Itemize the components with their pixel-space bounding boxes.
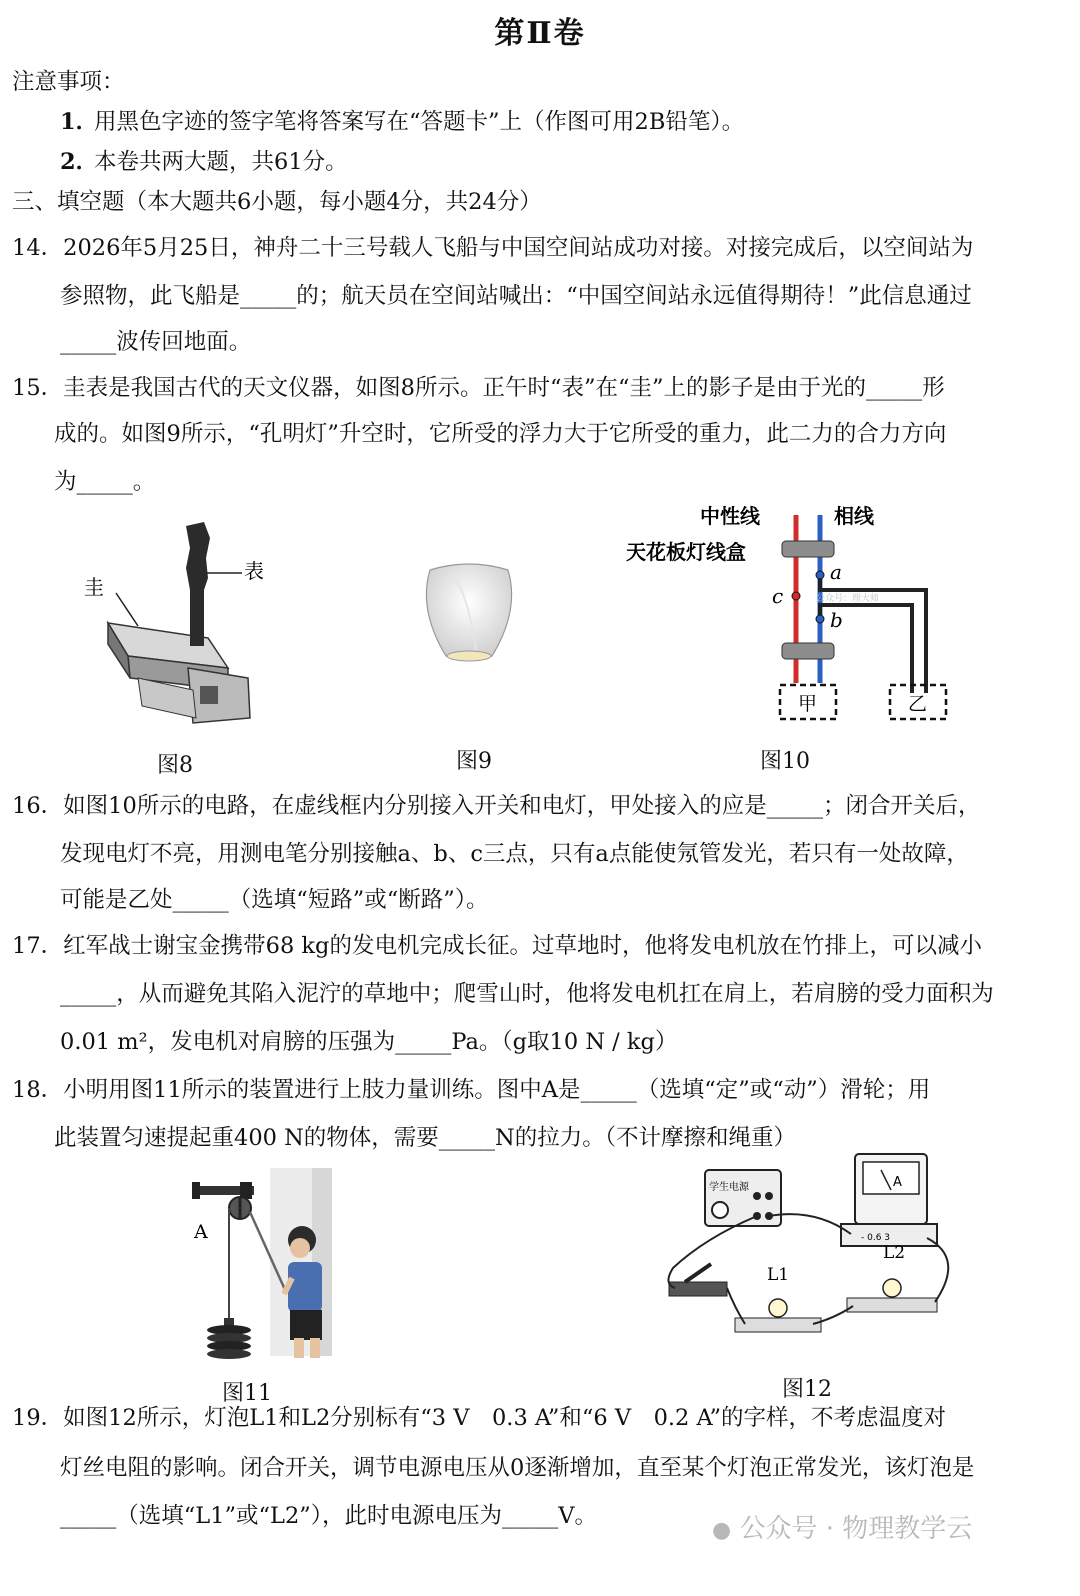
q16-line-3: 可能是乙处_____（选填“短路”或“断路”）。 (60, 887, 489, 913)
point-a-label: a (830, 560, 842, 584)
figure-9-caption: 图9 (456, 749, 492, 774)
figure-10-caption: 图10 (760, 749, 810, 774)
figure-11-pulley (188, 1168, 338, 1378)
q16-line-2: 发现电灯不亮，用测电笔分别接触a、b、c三点，只有a点能使氖管发光，若只有一处故障， (60, 841, 969, 867)
fig10-box-label: 天花板灯线盒 (626, 540, 746, 564)
q15-line-2: 成的。如图9所示，“孔明灯”升空时，它所受的浮力大于它所受的重力，此二力的合力方向 (54, 421, 947, 447)
figure-9-lantern (416, 560, 522, 678)
footer-watermark (712, 1508, 972, 1545)
figure-12-caption: 图12 (782, 1377, 832, 1402)
fig11-label-a: A (194, 1221, 208, 1243)
q14-line-2: 参照物，此飞船是_____的；航天员在空间站喊出：“中国空间站永远值得期待！”此信息通过 (60, 283, 972, 309)
box-jia-label: 甲 (798, 693, 818, 715)
q15-line-1: 15．圭表是我国古代的天文仪器，如图8所示。正午时“表”在“圭”上的影子是由于光的_____形 (12, 375, 945, 401)
q18-line-2: 此装置匀速提起重400 N的物体，需要_____N的拉力。（不计摩擦和绳重） (54, 1125, 796, 1151)
fig8-label-biao: 表 (244, 559, 264, 583)
figure-12-circuit (665, 1148, 975, 1368)
footer-watermark-text: 公众号 · 物理教学云 (739, 1514, 973, 1544)
q16-line-1: 16．如图10所示的电路，在虚线框内分别接入开关和电灯，甲处接入的应是_____；闭合开关后， (12, 793, 981, 819)
fig8-label-gui: 圭 (84, 575, 104, 599)
note-2-text: 本卷共两大题，共61分。 (94, 149, 348, 175)
q17-line-3: 0.01 m²，发电机对肩膀的压强为_____Pa。（g取10 N / kg） (60, 1029, 678, 1055)
lamp-l1-label: L1 (767, 1265, 790, 1285)
q15-line-3: 为_____。 (54, 469, 156, 495)
wechat-icon: ● (712, 1518, 732, 1543)
section-3-heading: 三、填空题（本大题共6小题，每小题4分，共24分） (12, 189, 542, 215)
ammeter-terminals: - 0.6 3 (861, 1233, 891, 1243)
q19-line-3: _____（选填“L1”或“L2”），此时电源电压为_____V。 (60, 1503, 598, 1529)
figure-11-caption: 图11 (222, 1381, 272, 1406)
ammeter-label: A (893, 1175, 902, 1190)
page-title: 第Ⅱ卷 (494, 16, 586, 51)
note-1-text: 用黑色字迹的签字笔将答案写在“答题卡”上（作图可用2B铅笔）。 (94, 109, 745, 135)
figure-10-circuit (620, 495, 960, 735)
fig10-watermark: 公众号：理大师 (816, 594, 880, 604)
q19-line-2: 灯丝电阻的影响。闭合开关，调节电源电压从0逐渐增加，直至某个灯泡正常发光，该灯泡是 (60, 1455, 975, 1481)
figure-8-gnomon (78, 518, 278, 738)
q17-line-2: _____，从而避免其陷入泥泞的草地中；爬雪山时，他将发电机扛在肩上，若肩膀的受力面积为 (60, 981, 994, 1007)
q19-line-1: 19．如图12所示，灯泡L1和L2分别标有“3 V 0.3 A”和“6 V 0.2 A”的字样，不考虑温度对 (12, 1405, 946, 1431)
note-2-number: 2． (60, 149, 99, 175)
q14-line-1: 14．2026年5月25日，神舟二十三号载人飞船与中国空间站成功对接。对接完成后，以空间站为 (12, 235, 974, 261)
fig10-neutral-label: 中性线 (700, 504, 760, 528)
lamp-l2-label: L2 (883, 1243, 906, 1263)
note-1-number: 1． (60, 109, 99, 135)
q18-line-1: 18．小明用图11所示的装置进行上肢力量训练。图中A是_____（选填“定”或“动”）滑轮；用 (12, 1077, 931, 1103)
notes-heading: 注意事项： (12, 69, 125, 95)
figure-8-caption: 图8 (157, 753, 193, 778)
point-c-label: c (772, 584, 784, 608)
fig10-live-label: 相线 (834, 504, 874, 528)
power-supply-label: 学生电源 (709, 1182, 749, 1193)
q14-line-3: _____波传回地面。 (60, 329, 252, 355)
q17-line-1: 17．红军战士谢宝金携带68 kg的发电机完成长征。过草地时，他将发电机放在竹排上，可以减小 (12, 933, 982, 959)
point-b-label: b (830, 608, 843, 632)
box-yi-label: 乙 (908, 693, 928, 715)
